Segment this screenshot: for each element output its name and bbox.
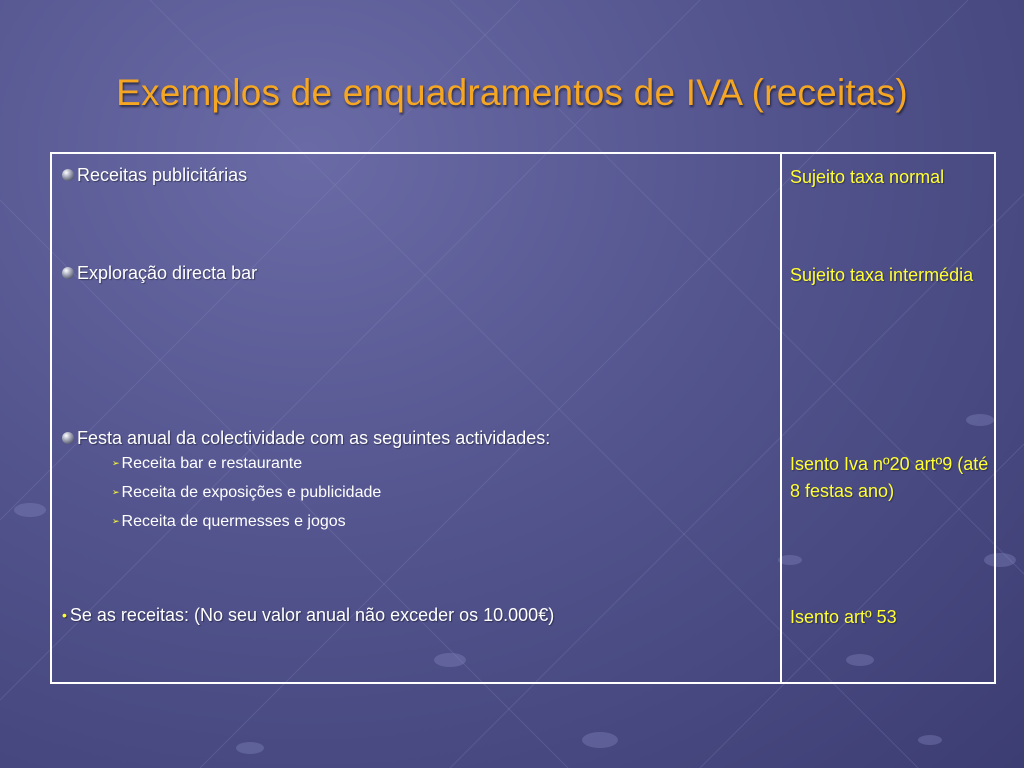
sphere-bullet-icon — [62, 267, 74, 279]
right-cell: Isento artº 53 — [790, 607, 897, 627]
sphere-bullet-icon — [62, 432, 74, 444]
row-left-text: Festa anual da colectividade com as seguintes actividades: — [77, 428, 551, 448]
left-cell — [62, 604, 772, 626]
sub-list-item: ➢ Receita bar e restaurante — [112, 449, 772, 478]
sub-list-item: ➢ Receita de quermesses e jogos — [112, 507, 772, 536]
left-cell — [62, 164, 772, 186]
slide-title: Exemplos de enquadramentos de IVA (receitas) — [116, 72, 908, 113]
row-left-text: Receitas publicitárias — [77, 165, 248, 185]
sub-list-item: ➢ Receita de exposições e publicidade — [112, 478, 772, 507]
right-cell: Sujeito taxa intermédia — [790, 265, 974, 285]
vat-examples-table — [50, 152, 996, 684]
dot-bullet-icon: • — [62, 607, 67, 623]
left-cell — [62, 262, 772, 284]
right-cell: Isento Iva nº20 artº9 (até 8 festas ano) — [790, 454, 989, 501]
sphere-bullet-icon — [62, 169, 74, 181]
arrow-bullet-icon: ➢ — [112, 487, 120, 497]
arrow-bullet-icon: ➢ — [112, 458, 120, 468]
arrow-bullet-icon: ➢ — [112, 516, 120, 526]
column-divider — [780, 154, 782, 682]
left-cell — [62, 427, 772, 536]
row-left-text: Se as receitas: (No seu valor anual não exceder os 10.000€) — [69, 605, 555, 625]
right-cell: Sujeito taxa normal — [790, 167, 945, 187]
row-left-text: Exploração directa bar — [77, 263, 258, 283]
